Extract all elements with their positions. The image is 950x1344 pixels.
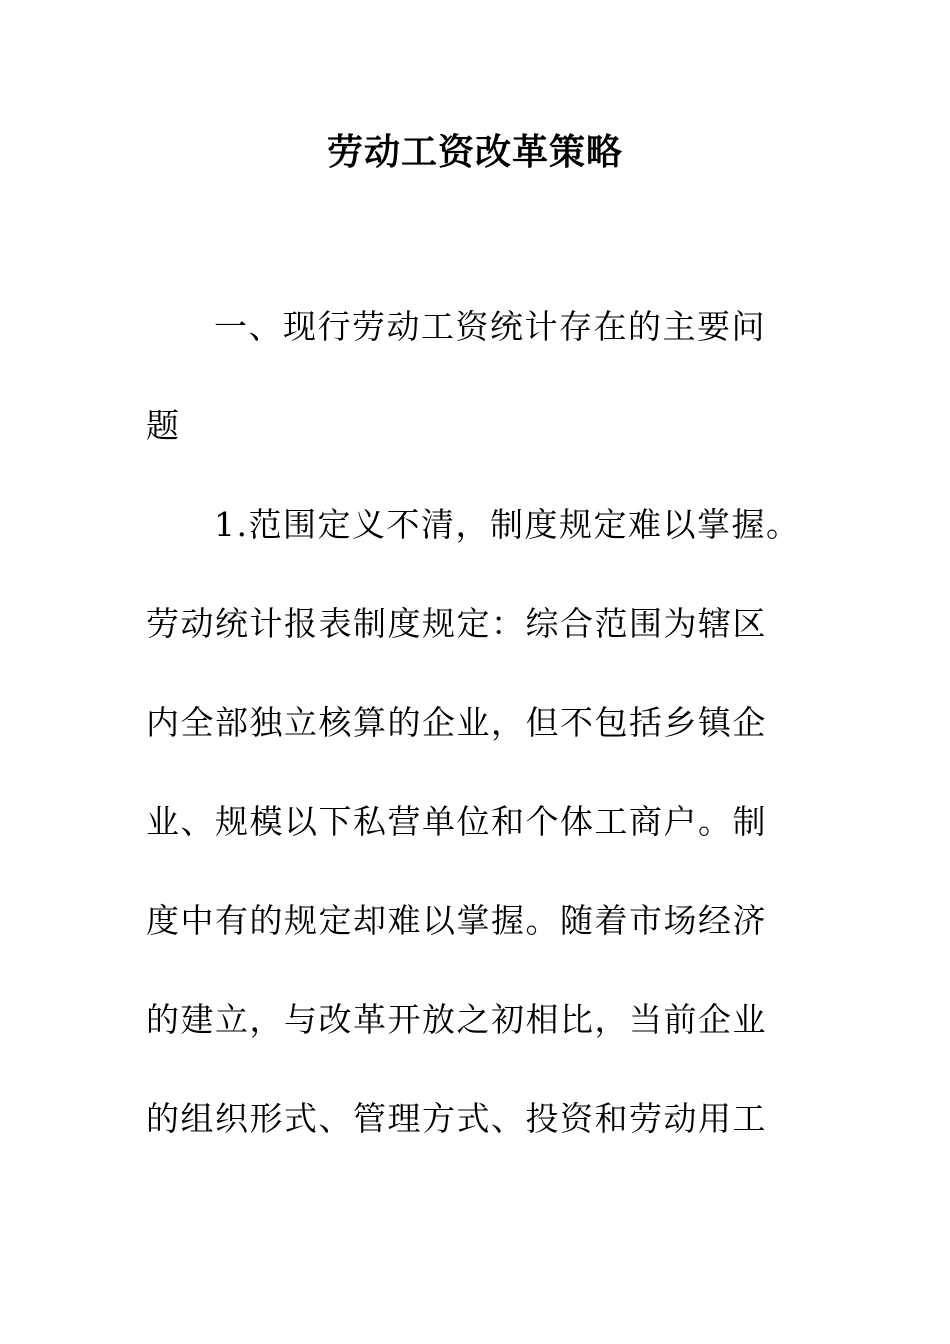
paragraph-line: 的建立，与改革开放之初相比，当前企业 (146, 1000, 767, 1039)
section-heading-line-2: 题 (146, 406, 181, 445)
section-heading-line-1: 一、现行劳动工资统计存在的主要问 (214, 307, 766, 346)
paragraph-line: 度中有的规定却难以掌握。随着市场经济 (146, 901, 767, 940)
paragraph-line: 业、规模以下私营单位和个体工商户。制 (146, 802, 767, 841)
paragraph-line: 劳动统计报表制度规定：综合范围为辖区 (146, 604, 767, 643)
document-title: 劳动工资改革策略 (326, 131, 623, 173)
paragraph-line: 内全部独立核算的企业，但不包括乡镇企 (146, 703, 767, 742)
paragraph-line: 的组织形式、管理方式、投资和劳动用工 (146, 1099, 767, 1138)
paragraph-line: 1.范围定义不清，制度规定难以掌握。 (214, 505, 801, 544)
document-body (146, 294, 806, 1185)
